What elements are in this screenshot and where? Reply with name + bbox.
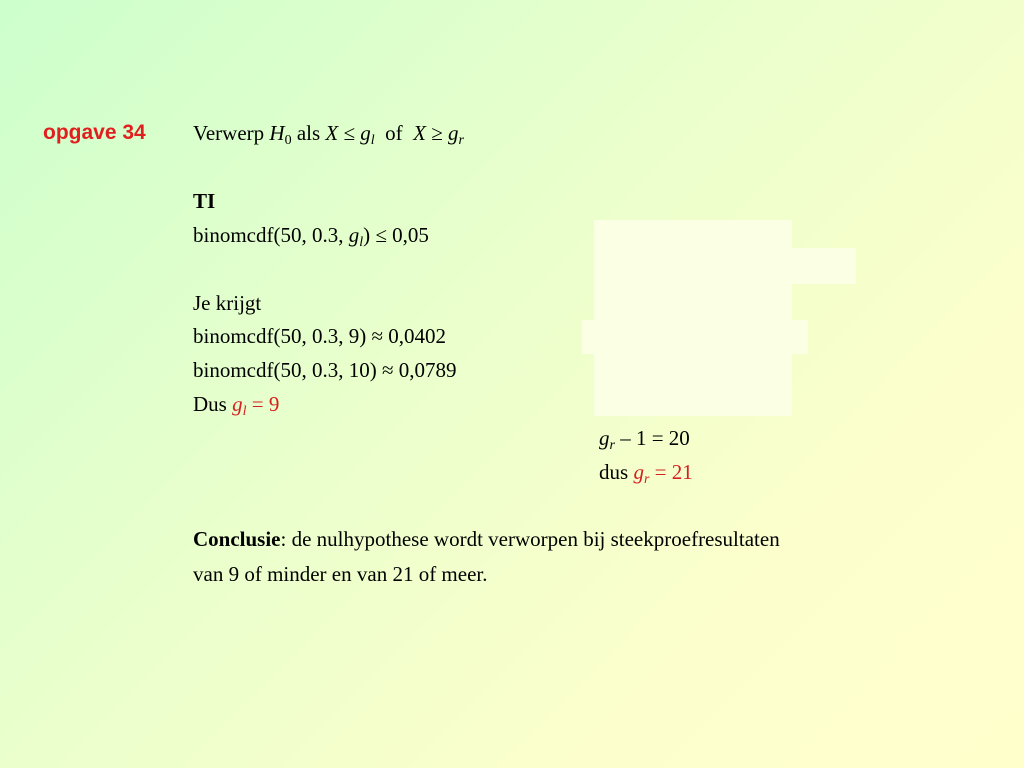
right-boundary-step: $g_r - 1 = 20$: [599, 426, 690, 453]
exercise-label: opgave 34: [43, 121, 146, 144]
conclusion-continued: van 9 of minder en van 21 of meer.: [193, 562, 488, 586]
conclusion: Conclusie: de nulhypothese wordt verworpen bij steekproefresultaten: [193, 527, 780, 551]
hidden-content-block: [594, 248, 856, 284]
calculation-line: binomcdf(50, 0.3, 9) ≈ 0,0402: [193, 324, 446, 348]
ti-instruction: binomcdf(50, 0.3, $g_l) \le 0,05$: [193, 223, 429, 250]
calculation-line: binomcdf(50, 0.3, 10) ≈ 0,0789: [193, 358, 457, 382]
je-krijgt-text: Je krijgt: [193, 291, 262, 315]
right-boundary-result: dus $g_r = 21$: [599, 460, 693, 487]
left-boundary-result: Dus $g_l = 9$: [193, 392, 280, 419]
rejection-rule: Verwerp $H_0$ als $X \le g_l$ of $X \ge g_r$: [193, 121, 464, 148]
hidden-content-block: [582, 320, 808, 354]
ti-heading: TI: [193, 189, 216, 213]
